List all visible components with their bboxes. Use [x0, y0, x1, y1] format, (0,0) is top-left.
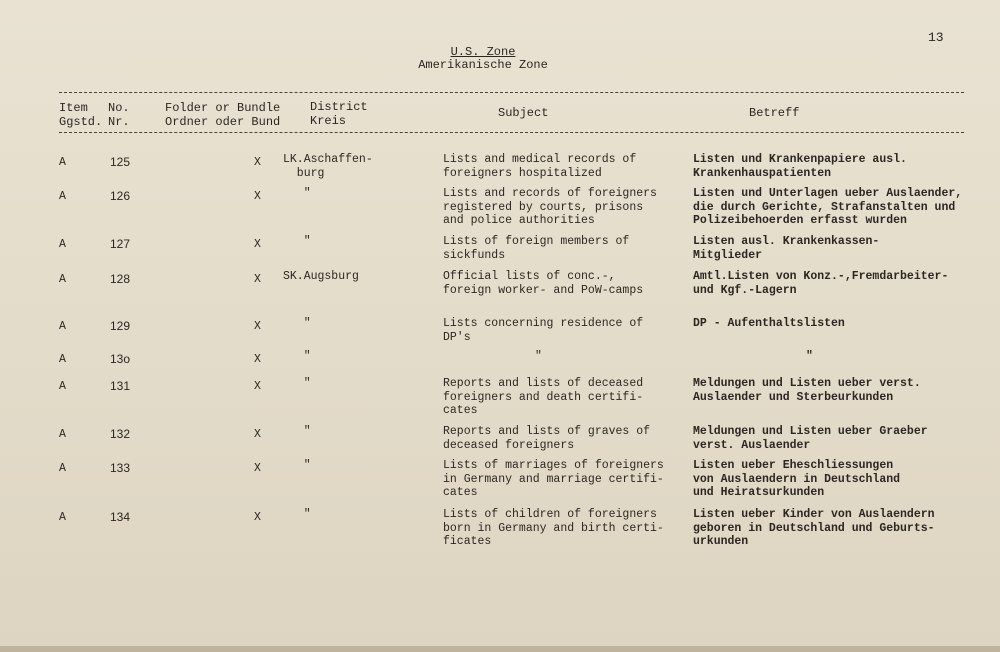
page-number: 13	[928, 30, 944, 45]
row-folder-mark: X	[254, 511, 261, 524]
row-district: "	[283, 425, 311, 438]
row-subject: Lists of marriages of foreigners in Germany and marriage certifi- cates	[443, 459, 664, 499]
header-top-rule	[59, 92, 964, 93]
row-number: 127	[110, 237, 131, 251]
row-betreff: "	[806, 350, 813, 363]
row-number: 134	[110, 510, 131, 524]
row-betreff: Listen und Krankenpapiere ausl. Krankenhauspatienten	[693, 153, 907, 180]
row-subject: Lists and records of foreigners registered by courts, prisons and police authorities	[443, 187, 657, 227]
row-item: A	[59, 511, 66, 524]
row-number: 131	[110, 379, 131, 393]
row-item: A	[59, 428, 66, 441]
row-betreff: Listen ueber Eheschliessungen von Auslaendern in Deutschland und Heiratsurkunden	[693, 459, 901, 499]
zone-title: U.S. Zone	[450, 45, 516, 59]
row-item: A	[59, 190, 66, 203]
row-betreff: Listen ausl. Krankenkassen- Mitglieder	[693, 235, 880, 262]
row-number: 126	[110, 189, 131, 203]
header-district: District Kreis	[310, 100, 368, 128]
row-subject: Reports and lists of deceased foreigners and death certifi- cates	[443, 377, 644, 417]
row-item: A	[59, 320, 66, 333]
row-betreff: DP - Aufenthaltslisten	[693, 317, 845, 330]
row-subject: Reports and lists of graves of deceased foreigners	[443, 425, 651, 452]
row-number: 133	[110, 461, 131, 475]
row-district: "	[283, 459, 311, 472]
row-subject: Official lists of conc.-, foreign worker- and PoW-camps	[443, 270, 644, 297]
row-folder-mark: X	[254, 428, 261, 441]
row-item: A	[59, 238, 66, 251]
row-number: 132	[110, 427, 131, 441]
row-betreff: Listen ueber Kinder von Auslaendern geboren in Deutschland und Geburts- urkunden	[693, 508, 935, 548]
row-item: A	[59, 353, 66, 366]
header-item: Item Ggstd.	[59, 101, 103, 129]
row-number: 129	[110, 319, 131, 333]
header-no: No. Nr.	[108, 101, 130, 129]
row-district: "	[283, 187, 311, 200]
row-subject: Lists of children of foreigners born in Germany and birth certi- ficates	[443, 508, 664, 548]
row-folder-mark: X	[254, 462, 261, 475]
row-number: 13o	[110, 352, 131, 366]
row-district: "	[283, 317, 311, 330]
row-item: A	[59, 156, 66, 169]
row-item: A	[59, 380, 66, 393]
row-district: "	[283, 350, 311, 363]
row-subject: Lists and medical records of foreigners hospitalized	[443, 153, 637, 180]
row-folder-mark: X	[254, 353, 261, 366]
row-district: SK.Augsburg	[283, 270, 359, 283]
row-folder-mark: X	[254, 238, 261, 251]
row-folder-mark: X	[254, 380, 261, 393]
row-subject: Lists of foreign members of sickfunds	[443, 235, 630, 262]
row-folder-mark: X	[254, 156, 261, 169]
row-item: A	[59, 462, 66, 475]
zone-subtitle: Amerikanische Zone	[418, 58, 548, 72]
row-district: "	[283, 377, 311, 390]
row-folder-mark: X	[254, 190, 261, 203]
row-folder-mark: X	[254, 320, 261, 333]
header-bottom-rule	[59, 132, 964, 133]
row-betreff: Meldungen und Listen ueber Graeber verst. Auslaender	[693, 425, 928, 452]
row-district: "	[283, 508, 311, 521]
page-edge	[0, 646, 1000, 652]
row-district: LK.Aschaffen- burg	[283, 153, 373, 180]
row-item: A	[59, 273, 66, 286]
row-betreff: Meldungen und Listen ueber verst. Auslaender und Sterbeurkunden	[693, 377, 921, 404]
row-folder-mark: X	[254, 273, 261, 286]
row-betreff: Listen und Unterlagen ueber Auslaender, die durch Gerichte, Strafanstalten und Polizeibehoerden erfasst wurden	[693, 187, 963, 227]
row-subject: Lists concerning residence of DP's	[443, 317, 644, 344]
row-district: "	[283, 235, 311, 248]
row-subject: "	[535, 350, 542, 363]
header-betreff: Betreff	[749, 106, 800, 120]
row-number: 125	[110, 155, 131, 169]
row-betreff: Amtl.Listen von Konz.-,Fremdarbeiter- und Kgf.-Lagern	[693, 270, 949, 297]
header-subject: Subject	[498, 106, 549, 120]
header-folder: Folder or Bundle Ordner oder Bund	[165, 101, 281, 129]
row-number: 128	[110, 272, 131, 286]
